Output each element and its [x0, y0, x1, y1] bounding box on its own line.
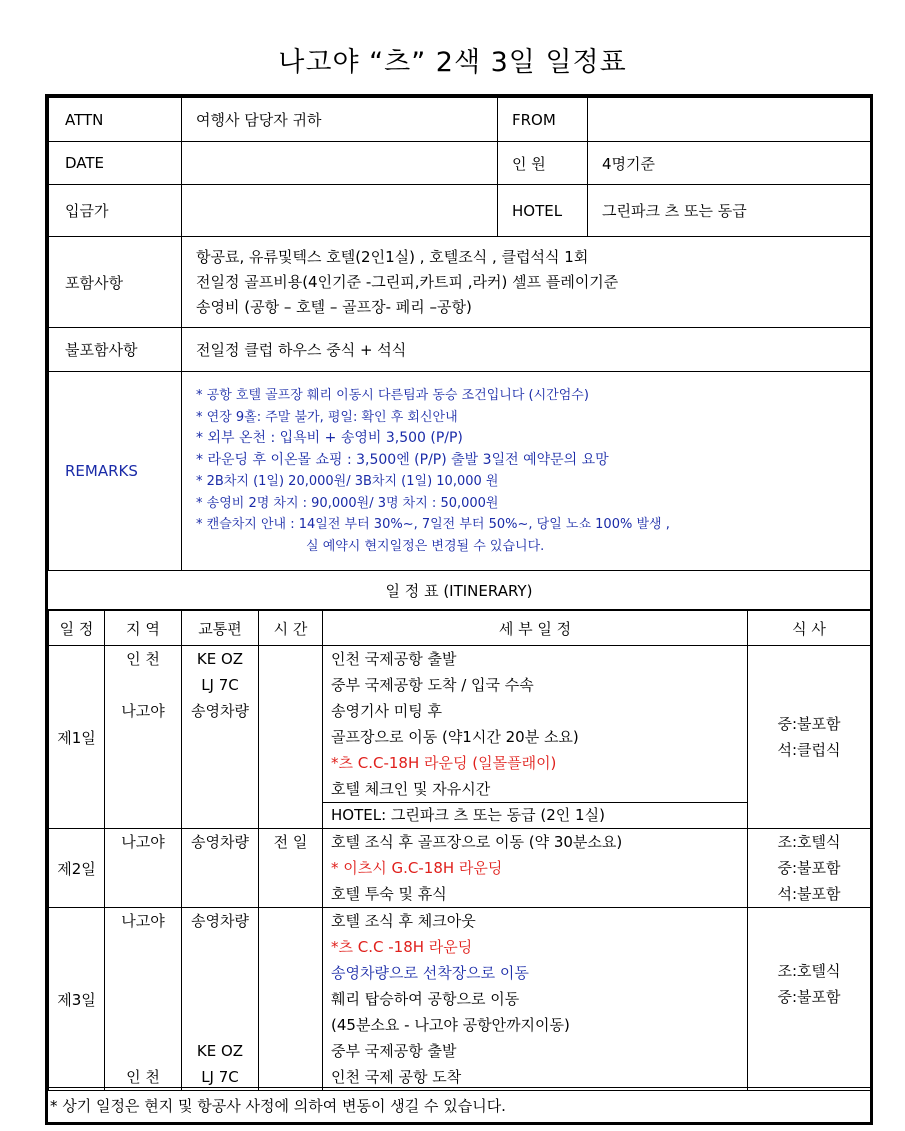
schedule-table [48, 610, 871, 1091]
from-label: FROM [498, 98, 588, 142]
time-cell [259, 829, 323, 908]
detail-line: 중부 국제공항 도착 / 입국 수속 [331, 676, 534, 694]
meal-cell [748, 908, 871, 1091]
region-line: 나고야 [121, 912, 165, 930]
day-label: 제3일 [49, 908, 105, 1091]
meal-line: 석:불포함 [777, 885, 841, 903]
region-line: 인 천 [126, 1068, 160, 1086]
detail-line: 호텔 조식 후 골프장으로 이동 (약 30분소요) [331, 833, 623, 851]
date-label: DATE [49, 142, 182, 185]
day-row-2 [49, 829, 871, 908]
itinerary-document [45, 94, 873, 1125]
region-line: 나고야 [121, 833, 165, 851]
remarks-label: REMARKS [49, 372, 182, 571]
meal-line: 중:불포함 [777, 715, 841, 733]
included-items [182, 237, 871, 328]
hotel-line: HOTEL: 그린파크 츠 또는 동급 (2인 1실) [323, 802, 747, 828]
details-cell [323, 908, 748, 1091]
transport-line [182, 1012, 258, 1038]
remark-line: * 외부 온천 : 입욕비 + 송영비 3,500 (P/P) [196, 430, 463, 446]
detail-line: 호텔 조식 후 체크아웃 [331, 912, 476, 930]
transport-line: KE OZ [196, 650, 244, 668]
excluded-label: 불포함사항 [49, 328, 182, 372]
included-line: 전일정 골프비용(4인기준 -그린피,카트피 ,라커) 셀프 플레이기준 [196, 272, 619, 291]
page-title: 나고야 “츠” 2색 3일 일정표 [278, 47, 627, 78]
remark-line: * 연장 9홀: 주말 불가, 평일: 확인 후 회신안내 [196, 409, 458, 425]
region-line [105, 960, 181, 986]
date-value [182, 142, 498, 185]
detail-line: 송영차량으로 선착장으로 이동 [331, 964, 529, 982]
from-value [588, 98, 871, 142]
header-day: 일 정 [49, 611, 105, 646]
header-time: 시 간 [259, 611, 323, 646]
price-label: 입금가 [49, 185, 182, 237]
remark-line: * 라운딩 후 이온몰 쇼핑 : 3,500엔 (P/P) 출발 3일전 예약문의 요망 [196, 451, 609, 468]
time-cell [259, 908, 323, 1091]
detail-line: 훼리 탑승하여 공항으로 이동 [331, 990, 520, 1008]
meal-line: 조:호텔식 [777, 833, 841, 851]
detail-line: *츠 C.C -18H 라운딩 [331, 938, 473, 956]
meal-line: 석:클럽식 [777, 741, 841, 759]
region-line [105, 672, 181, 698]
header-transport: 교통편 [182, 611, 259, 646]
meal-cell [748, 829, 871, 908]
remark-line: * 공항 호텔 골프장 훼리 이동시 다른팀과 동승 조건입니다 (시간엄수) [196, 388, 589, 403]
attn-label: ATTN [49, 98, 182, 142]
footnote: * 상기 일정은 현지 및 항공사 사정에 의하여 변동이 생길 수 있습니다. [48, 1087, 870, 1123]
excluded-value: 전일정 클럽 하우스 중식 + 석식 [182, 328, 871, 372]
region-line: 인 천 [126, 650, 160, 668]
people-label: 인 원 [498, 142, 588, 185]
region-line [105, 934, 181, 960]
detail-line: 골프장으로 이동 (약1시간 20분 소요) [331, 728, 579, 746]
day-row-3 [49, 908, 871, 1091]
transport-line: LJ 7C [201, 1068, 239, 1086]
details-cell [323, 646, 748, 829]
transport-line [182, 960, 258, 986]
details-cell [323, 829, 748, 908]
time-line: 전 일 [273, 833, 308, 851]
detail-line: 인천 국제 공항 도착 [331, 1068, 462, 1086]
remark-line: 실 예약시 현지일정은 변경될 수 있습니다. [306, 538, 545, 554]
remark-line: * 2B차지 (1일) 20,000원/ 3B차지 (1일) 10,000 원 [196, 474, 499, 489]
transport-cell [182, 829, 259, 908]
meal-line: 중:불포함 [777, 859, 841, 877]
included-line: 항공료, 유류및텍스 호텔(2인1실) , 호텔조식 , 클럽석식 1회 [196, 247, 589, 266]
region-cell [105, 646, 182, 829]
transport-line [182, 934, 258, 960]
detail-line: 인천 국제공항 출발 [331, 650, 457, 668]
region-line: 나고야 [121, 702, 165, 720]
region-cell [105, 829, 182, 908]
detail-line: 호텔 투숙 및 휴식 [331, 885, 447, 903]
transport-cell [182, 908, 259, 1091]
header-details: 세 부 일 정 [323, 611, 748, 646]
region-cell [105, 908, 182, 1091]
region-line [105, 986, 181, 1012]
meal-line: 중:불포함 [777, 988, 841, 1006]
meal-line: 조:호텔식 [777, 962, 841, 980]
people-value: 4명기준 [588, 142, 871, 185]
day-label: 제1일 [49, 646, 105, 829]
detail-line: *츠 C.C-18H 라운딩 (일몰플래이) [331, 754, 557, 772]
region-line [105, 1038, 181, 1064]
included-line: 송영비 (공항 – 호텔 – 골프장- 페리 –공항) [196, 297, 472, 316]
transport-line: 송영차량 [191, 833, 249, 851]
detail-line: 송영기사 미팅 후 [331, 702, 442, 720]
header-meal: 식 사 [748, 611, 871, 646]
region-line [105, 1012, 181, 1038]
detail-line: * 이츠시 G.C-18H 라운딩 [331, 859, 503, 877]
price-value [182, 185, 498, 237]
transport-line: KE OZ [196, 1042, 244, 1060]
day-label: 제2일 [49, 829, 105, 908]
remark-line: * 캔슬차지 안내 : 14일전 부터 30%~, 7일전 부터 50%~, 당일 노쇼 100% 발생 , [196, 517, 670, 532]
detail-line: (45분소요 - 나고야 공항안까지이동) [331, 1016, 570, 1034]
itinerary-heading: 일 정 표 (ITINERARY) [48, 573, 870, 610]
detail-line: 중부 국제공항 출발 [331, 1042, 457, 1060]
transport-line [182, 986, 258, 1012]
remark-line: * 송영비 2명 차지 : 90,000원/ 3명 차지 : 50,000원 [196, 495, 499, 511]
info-table [48, 97, 871, 571]
included-label: 포함사항 [49, 237, 182, 328]
meal-cell [748, 646, 871, 829]
hotel-value: 그린파크 츠 또는 동급 [588, 185, 871, 237]
attn-value: 여행사 담당자 귀하 [182, 98, 498, 142]
time-cell [259, 646, 323, 829]
day-row-1 [49, 646, 871, 829]
transport-line: LJ 7C [201, 676, 239, 694]
transport-cell [182, 646, 259, 829]
header-region: 지 역 [105, 611, 182, 646]
remarks-list [182, 372, 871, 571]
hotel-label: HOTEL [498, 185, 588, 237]
detail-line: 호텔 체크인 및 자유시간 [331, 780, 491, 798]
transport-line: 송영차량 [191, 912, 249, 930]
transport-line: 송영차량 [191, 702, 249, 720]
